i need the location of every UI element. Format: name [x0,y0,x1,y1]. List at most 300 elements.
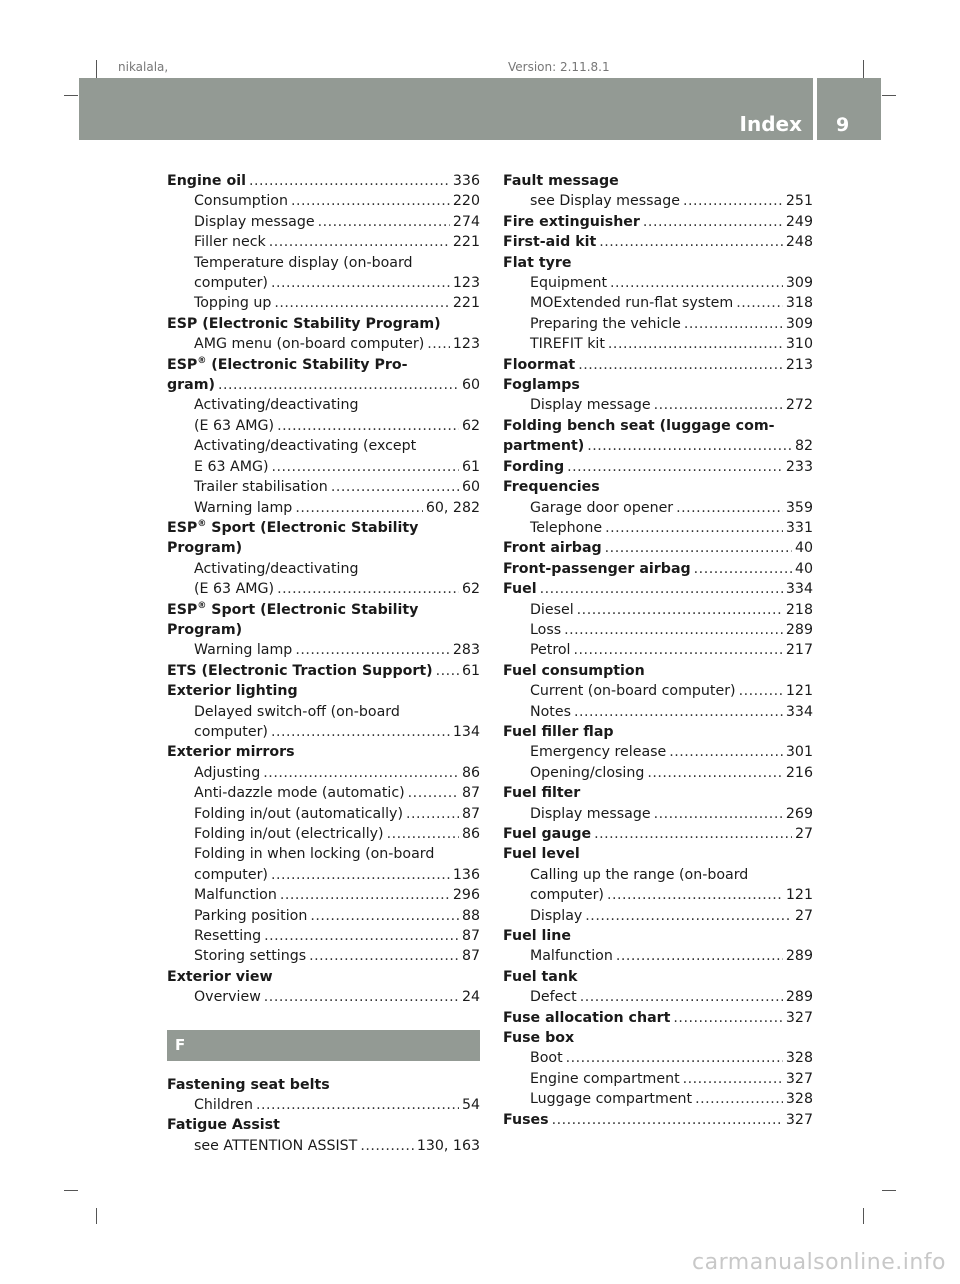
entry-text-continued: (Electronic Stability Pro- [206,356,408,373]
index-entry[interactable] [167,171,480,191]
page-reference[interactable]: 87 [461,948,480,965]
index-subentry[interactable] [503,498,813,518]
page-reference[interactable]: 296 [452,887,480,904]
entry-text: Defect [530,989,577,1006]
index-entry[interactable] [167,1075,480,1095]
entry-text: Display message [194,213,315,230]
entry-text: Equipment [530,275,608,292]
index-subentry[interactable] [167,395,480,415]
index-subentry[interactable] [503,906,813,926]
entry-label [194,846,434,862]
index-subentry[interactable] [167,191,480,211]
entry-label [194,804,403,824]
index-entry[interactable] [503,477,813,497]
page-reference[interactable]: 54 [461,1097,480,1114]
entry-label [194,191,288,211]
entry-text: Petrol [530,642,571,659]
dot-leader [564,620,783,640]
page-reference[interactable]: 82 [794,438,813,455]
entry-text: Fuse box [503,1030,575,1047]
index-subentry[interactable] [503,191,813,211]
entry-label [503,928,571,944]
page-reference[interactable]: 318 [785,295,813,312]
page-reference[interactable]: 121 [785,887,813,904]
index-entry[interactable] [503,1110,813,1130]
entry-text: (E 63 AMG) [194,581,275,598]
index-entry[interactable] [503,661,813,681]
index-subentry[interactable] [167,436,480,456]
entry-label [167,1077,330,1093]
page-reference[interactable]: 220 [452,193,480,210]
entry-text: Storing settings [194,948,307,965]
index-entry[interactable] [503,538,813,558]
index-entry[interactable] [503,436,813,456]
entry-text: Garage door opener [530,499,674,516]
page-reference[interactable]: 328 [785,1050,813,1067]
entry-text: Fastening seat belts [167,1076,330,1093]
entry-text: Telephone [530,519,603,536]
dot-leader [291,191,450,211]
entry-label [167,744,295,760]
page-reference[interactable]: 269 [785,805,813,822]
index-subentry[interactable] [167,844,480,864]
entry-text: Preparing the vehicle [530,315,681,332]
index-entry[interactable] [503,457,813,477]
entry-text: computer) [530,887,604,904]
entry-text: Fuse allocation chart [503,1009,671,1026]
entry-text: Fording [503,458,565,475]
entry-label [503,457,564,477]
index-subentry[interactable] [503,518,813,538]
entry-label [503,479,600,495]
page-reference[interactable]: 136 [452,866,480,883]
entry-text: ESP [167,356,198,373]
entry-label [503,663,645,679]
entry-text: Luggage compartment [530,1091,693,1108]
page-reference[interactable]: 40 [794,560,813,577]
index-entry[interactable] [503,967,813,987]
index-subentry[interactable] [167,824,480,844]
entry-text: Exterior view [167,968,273,985]
index-entry[interactable] [167,967,480,987]
index-subentry[interactable] [167,253,480,273]
index-entry[interactable] [167,314,480,334]
index-subentry[interactable] [503,742,813,762]
entry-label [530,804,651,824]
index-subentry[interactable] [503,763,813,783]
index-subentry[interactable] [503,334,813,354]
entry-text: Fuel gauge [503,826,592,842]
dot-leader [540,579,783,599]
entry-text: Display message [530,805,651,822]
entry-text: Fuel filler flap [503,723,614,740]
entry-label [503,1008,670,1028]
page-reference[interactable]: 60, 282 [425,499,480,516]
page-reference[interactable]: 327 [785,1111,813,1128]
page-reference[interactable]: 301 [785,744,813,761]
index-subentry[interactable] [167,702,480,722]
page-reference[interactable]: 221 [452,234,480,251]
page-reference[interactable]: 62 [461,417,480,434]
dot-leader [263,763,459,783]
page-reference[interactable]: 60 [461,377,480,394]
index-subentry[interactable] [503,1069,813,1089]
entry-label [530,293,733,313]
dot-leader [567,457,783,477]
entry-label [194,885,277,905]
page-reference[interactable]: 61 [461,662,480,679]
entry-label [167,357,407,373]
entry-label [194,640,292,660]
index-subentry[interactable] [167,416,480,436]
page-reference[interactable]: 309 [785,275,813,292]
index-entry[interactable] [503,1028,813,1048]
index-subentry[interactable] [167,273,480,293]
page-reference[interactable]: 328 [785,1091,813,1108]
dot-leader [295,498,423,518]
index-entry[interactable] [503,375,813,395]
header-separator [813,78,817,140]
entry-text: E 63 AMG) [194,458,269,475]
page-reference[interactable]: 40 [794,540,813,557]
entry-label [503,846,580,862]
entry-text: Overview [194,989,261,1006]
index-subentry[interactable] [503,885,813,905]
crop-mark [96,60,97,78]
index-entry[interactable] [167,375,480,395]
entry-text: Engine oil [167,173,246,189]
crop-mark [863,1208,864,1224]
entry-text: Warning lamp [194,642,293,659]
section-letter-bar: F [167,1030,480,1061]
index-subentry[interactable] [503,620,813,640]
entry-text: Display [530,907,583,924]
index-subentry[interactable] [503,273,813,293]
page-reference[interactable]: 334 [785,703,813,720]
entry-text: Topping up [194,295,272,312]
dot-leader [218,375,459,395]
index-entry[interactable] [167,661,480,681]
index-subentry[interactable] [503,640,813,660]
entry-label [167,375,215,395]
entry-label [167,316,441,332]
dot-leader [739,681,783,701]
entry-text: Emergency release [530,744,667,761]
entry-text: Fault message [503,173,619,189]
entry-label [167,602,418,618]
dot-leader [408,783,459,803]
entry-text: computer) [194,275,268,292]
page-reference[interactable]: 123 [452,336,480,353]
entry-label [530,987,577,1007]
page-reference[interactable]: 359 [785,499,813,516]
entry-text: First-aid kit [503,234,597,251]
page-reference[interactable]: 272 [785,397,813,414]
index-subentry[interactable] [503,293,813,313]
entry-label [530,1069,680,1089]
entry-text: see Display message [530,193,680,210]
entry-label [194,438,416,454]
index-subentry[interactable] [167,783,480,803]
section-title: Index [739,112,802,136]
index-subentry[interactable] [503,702,813,722]
dot-leader [587,436,792,456]
watermark: carmanualsonline.info [692,1250,946,1275]
index-subentry[interactable] [503,681,813,701]
page-reference[interactable]: 27 [794,826,813,842]
page-reference[interactable]: 233 [785,458,813,475]
dot-leader [684,314,783,334]
page-reference[interactable]: 24 [461,989,480,1006]
index-entry[interactable] [167,538,480,558]
index-entry[interactable] [503,722,813,742]
entry-label [530,273,607,293]
index-subentry[interactable] [503,987,813,1007]
entry-text: Current (on-board computer) [530,683,736,700]
entry-label [167,1117,280,1133]
dot-leader [387,824,459,844]
index-subentry[interactable] [503,865,813,885]
entry-label [194,1095,253,1115]
page-reference[interactable]: 289 [785,948,813,965]
index-subentry[interactable] [167,232,480,252]
entry-label [194,987,261,1007]
entry-text: Folding in/out (automatically) [194,805,403,822]
index-subentry[interactable] [167,477,480,497]
page-reference[interactable]: 86 [461,764,480,781]
entry-label [194,212,315,232]
entry-label [503,377,580,393]
entry-label [530,906,582,926]
index-entry[interactable] [167,742,480,762]
index-entry[interactable] [503,416,813,436]
entry-text: Diesel [530,601,574,618]
entry-label [194,334,424,354]
entry-text: Fuel line [503,928,571,945]
entry-label [167,969,273,985]
entry-text: see ATTENTION ASSIST [194,1137,358,1154]
entry-text-continued: Sport (Electronic Stability [206,519,419,536]
index-entry[interactable] [503,253,813,273]
page-reference[interactable]: 86 [461,826,480,842]
entry-label [194,906,307,926]
page-reference[interactable]: 336 [452,173,480,189]
index-subentry[interactable] [503,600,813,620]
entry-label [530,498,673,518]
entry-text: Front-passenger airbag [503,560,691,577]
dot-leader [360,1136,413,1156]
entry-text: MOExtended run-flat system [530,295,734,312]
page-reference[interactable]: 274 [452,213,480,230]
index-subentry[interactable] [167,457,480,477]
print-meta-left: nikalala, [118,60,169,74]
index-entry[interactable] [503,355,813,375]
entry-text: Temperature display (on-board [194,254,413,271]
entry-label [530,395,651,415]
page-reference[interactable]: 62 [461,581,480,598]
index-entry[interactable] [167,600,480,620]
entry-label [167,540,242,556]
page-reference[interactable]: 121 [785,683,813,700]
index-subentry[interactable] [167,763,480,783]
entry-text: Opening/closing [530,764,645,781]
index-subentry[interactable] [167,865,480,885]
index-entry[interactable] [503,579,813,599]
page-reference[interactable]: 331 [785,519,813,536]
index-subentry[interactable] [167,334,480,354]
dot-leader [574,702,783,722]
index-subentry[interactable] [167,579,480,599]
entry-text: Fuses [503,1111,549,1128]
entry-label [530,620,561,640]
index-subentry[interactable] [503,946,813,966]
page-reference[interactable]: 216 [785,764,813,781]
index-entry[interactable] [503,212,813,232]
index-entry[interactable] [503,232,813,252]
index-entry[interactable] [503,844,813,864]
index-subentry[interactable] [503,395,813,415]
entry-label [194,946,306,966]
dot-leader [585,906,792,926]
entry-text: Delayed switch-off (on-board [194,703,400,720]
index-entry[interactable] [503,171,813,191]
index-entry[interactable] [167,681,480,701]
entry-label [194,926,261,946]
page-reference[interactable]: 130, 163 [416,1137,480,1154]
index-entry[interactable] [503,1008,813,1028]
entry-label [530,946,613,966]
page-reference[interactable]: 289 [785,621,813,638]
entry-text: Warning lamp [194,499,293,516]
page-reference[interactable]: 123 [452,275,480,292]
index-subentry[interactable] [167,1095,480,1115]
index-subentry[interactable] [167,640,480,660]
entry-text: Program) [167,540,243,557]
index-subentry[interactable] [503,804,813,824]
dot-leader [318,212,450,232]
page-reference[interactable]: 88 [461,907,480,924]
page-reference[interactable]: 251 [785,193,813,210]
page-reference[interactable]: 87 [461,805,480,822]
dot-leader [271,273,450,293]
entry-label [194,397,358,413]
index-subentry[interactable] [167,987,480,1007]
index-subentry[interactable] [167,804,480,824]
dot-leader [264,926,459,946]
page-reference[interactable]: 327 [785,1070,813,1087]
index-subentry[interactable] [503,1048,813,1068]
page-reference[interactable]: 134 [452,723,480,740]
index-entry[interactable] [167,518,480,538]
page-reference[interactable]: 60 [461,479,480,496]
dot-leader [406,804,459,824]
page-reference[interactable]: 310 [785,336,813,353]
entry-text: computer) [194,723,268,740]
dot-leader [683,191,783,211]
entry-text: Malfunction [194,887,277,904]
index-column-left [167,171,480,1156]
index-entry[interactable] [167,355,480,375]
entry-text: ESP [167,519,198,536]
dot-leader [647,763,783,783]
index-subentry[interactable] [167,946,480,966]
index-entry[interactable] [503,926,813,946]
entry-label [194,255,413,271]
index-entry[interactable] [503,824,813,844]
print-meta-right: Version: 2.11.8.1 [508,60,610,74]
entry-label [503,579,537,599]
page-reference[interactable]: 221 [452,295,480,312]
entry-text: Adjusting [194,764,261,781]
entry-label [530,1048,563,1068]
entry-text: computer) [194,866,268,883]
entry-text: Floormat [503,356,576,373]
page-reference[interactable]: 283 [452,642,480,659]
entry-label [530,763,644,783]
page-reference[interactable]: 309 [785,315,813,332]
index-entry[interactable] [167,1115,480,1135]
index-entry[interactable] [503,559,813,579]
page-reference[interactable]: 289 [785,989,813,1006]
index-subentry[interactable] [503,1089,813,1109]
index-entry[interactable] [167,620,480,640]
page-number: 9 [836,114,850,136]
index-subentry[interactable] [167,906,480,926]
dot-leader [274,293,450,313]
entry-text: Children [194,1097,254,1114]
page-reference[interactable]: 334 [785,581,813,598]
entry-label [194,232,266,252]
page-reference[interactable]: 217 [785,642,813,659]
page-reference[interactable]: 327 [785,1009,813,1026]
crop-mark [882,1190,896,1191]
dot-leader [610,273,783,293]
index-subentry[interactable] [167,722,480,742]
page-reference[interactable]: 248 [785,234,813,251]
dot-leader [616,946,783,966]
entry-text: Folding in when locking (on-board [194,846,435,863]
index-subentry[interactable] [167,1136,480,1156]
page-reference[interactable]: 249 [785,213,813,230]
page-reference[interactable]: 27 [794,907,813,924]
index-subentry[interactable] [167,293,480,313]
entry-text: Activating/deactivating (except [194,438,417,455]
dot-leader [310,906,459,926]
index-subentry[interactable] [503,314,813,334]
index-subentry[interactable] [167,212,480,232]
page-reference[interactable]: 87 [461,785,480,802]
entry-label [530,191,680,211]
index-subentry[interactable] [167,926,480,946]
dot-leader [271,865,450,885]
index-entry[interactable] [503,783,813,803]
page-reference[interactable]: 213 [785,356,813,373]
entry-label [503,255,572,271]
index-subentry[interactable] [167,885,480,905]
dot-leader [436,661,459,681]
index-subentry[interactable] [167,498,480,518]
entry-text: ETS (Electronic Traction Support) [167,662,433,679]
page-reference[interactable]: 218 [785,601,813,618]
page-reference[interactable]: 87 [461,928,480,945]
entry-label [530,314,681,334]
dot-leader [256,1095,459,1115]
dot-leader [599,232,783,252]
page-reference[interactable]: 61 [461,458,480,475]
index-subentry[interactable] [167,559,480,579]
entry-label [503,355,575,375]
entry-text: Activating/deactivating [194,560,359,577]
